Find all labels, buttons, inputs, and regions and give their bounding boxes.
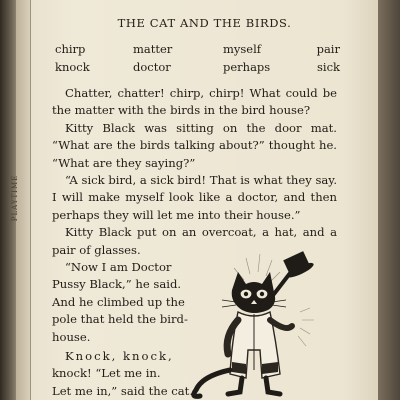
vocab-word: perhaps — [223, 60, 271, 74]
vocabulary-list — [55, 42, 340, 74]
cat-doctor-illustration — [188, 250, 328, 400]
story-narrow-block — [52, 348, 194, 400]
story-line: Pussy Black,” he said. — [52, 277, 182, 292]
spine-label-text: PLAYTIME — [11, 174, 19, 222]
story-paragraph: Chatter, chatter! chirp, chirp! What could be the matter with the birds in the bird house? — [52, 86, 337, 118]
story-paragraph: “A sick bird, a sick bird! That is what they say. I will make myself look like a doctor, and then perhaps they will let me into their house.” — [52, 173, 337, 222]
story-line: knock! “Let me in. — [52, 366, 161, 381]
spine-label — [4, 168, 26, 228]
page-right-shadow — [378, 0, 400, 400]
vocab-word: chirp — [55, 42, 86, 56]
vocab-word: doctor — [133, 60, 171, 74]
vocab-word: knock — [55, 60, 90, 74]
story-line: “Now I am Doctor — [65, 260, 172, 274]
story-paragraph: Kitty Black put on an overcoat, a hat, and a pair of glasses. — [52, 225, 337, 257]
vocab-word: pair — [316, 42, 340, 56]
vocab-word: matter — [133, 42, 173, 56]
story-narrow-block — [52, 259, 188, 346]
story-text — [52, 85, 337, 259]
vocab-word: myself — [223, 42, 262, 56]
story-paragraph: Kitty Black was sitting on the door mat. “What are the birds talking about?” thought he. “What are they saying?” — [52, 120, 337, 170]
vocab-word: sick — [317, 60, 340, 74]
story-line: pole that held the bird- — [52, 312, 188, 327]
story-line: Knock, knock, — [65, 349, 174, 363]
story-line: Let me in,” said the cat. — [52, 383, 194, 398]
story-line: And he climbed up the — [52, 294, 185, 309]
page-title: THE CAT AND THE BIRDS. — [117, 16, 292, 30]
story-line: house. — [52, 329, 91, 344]
